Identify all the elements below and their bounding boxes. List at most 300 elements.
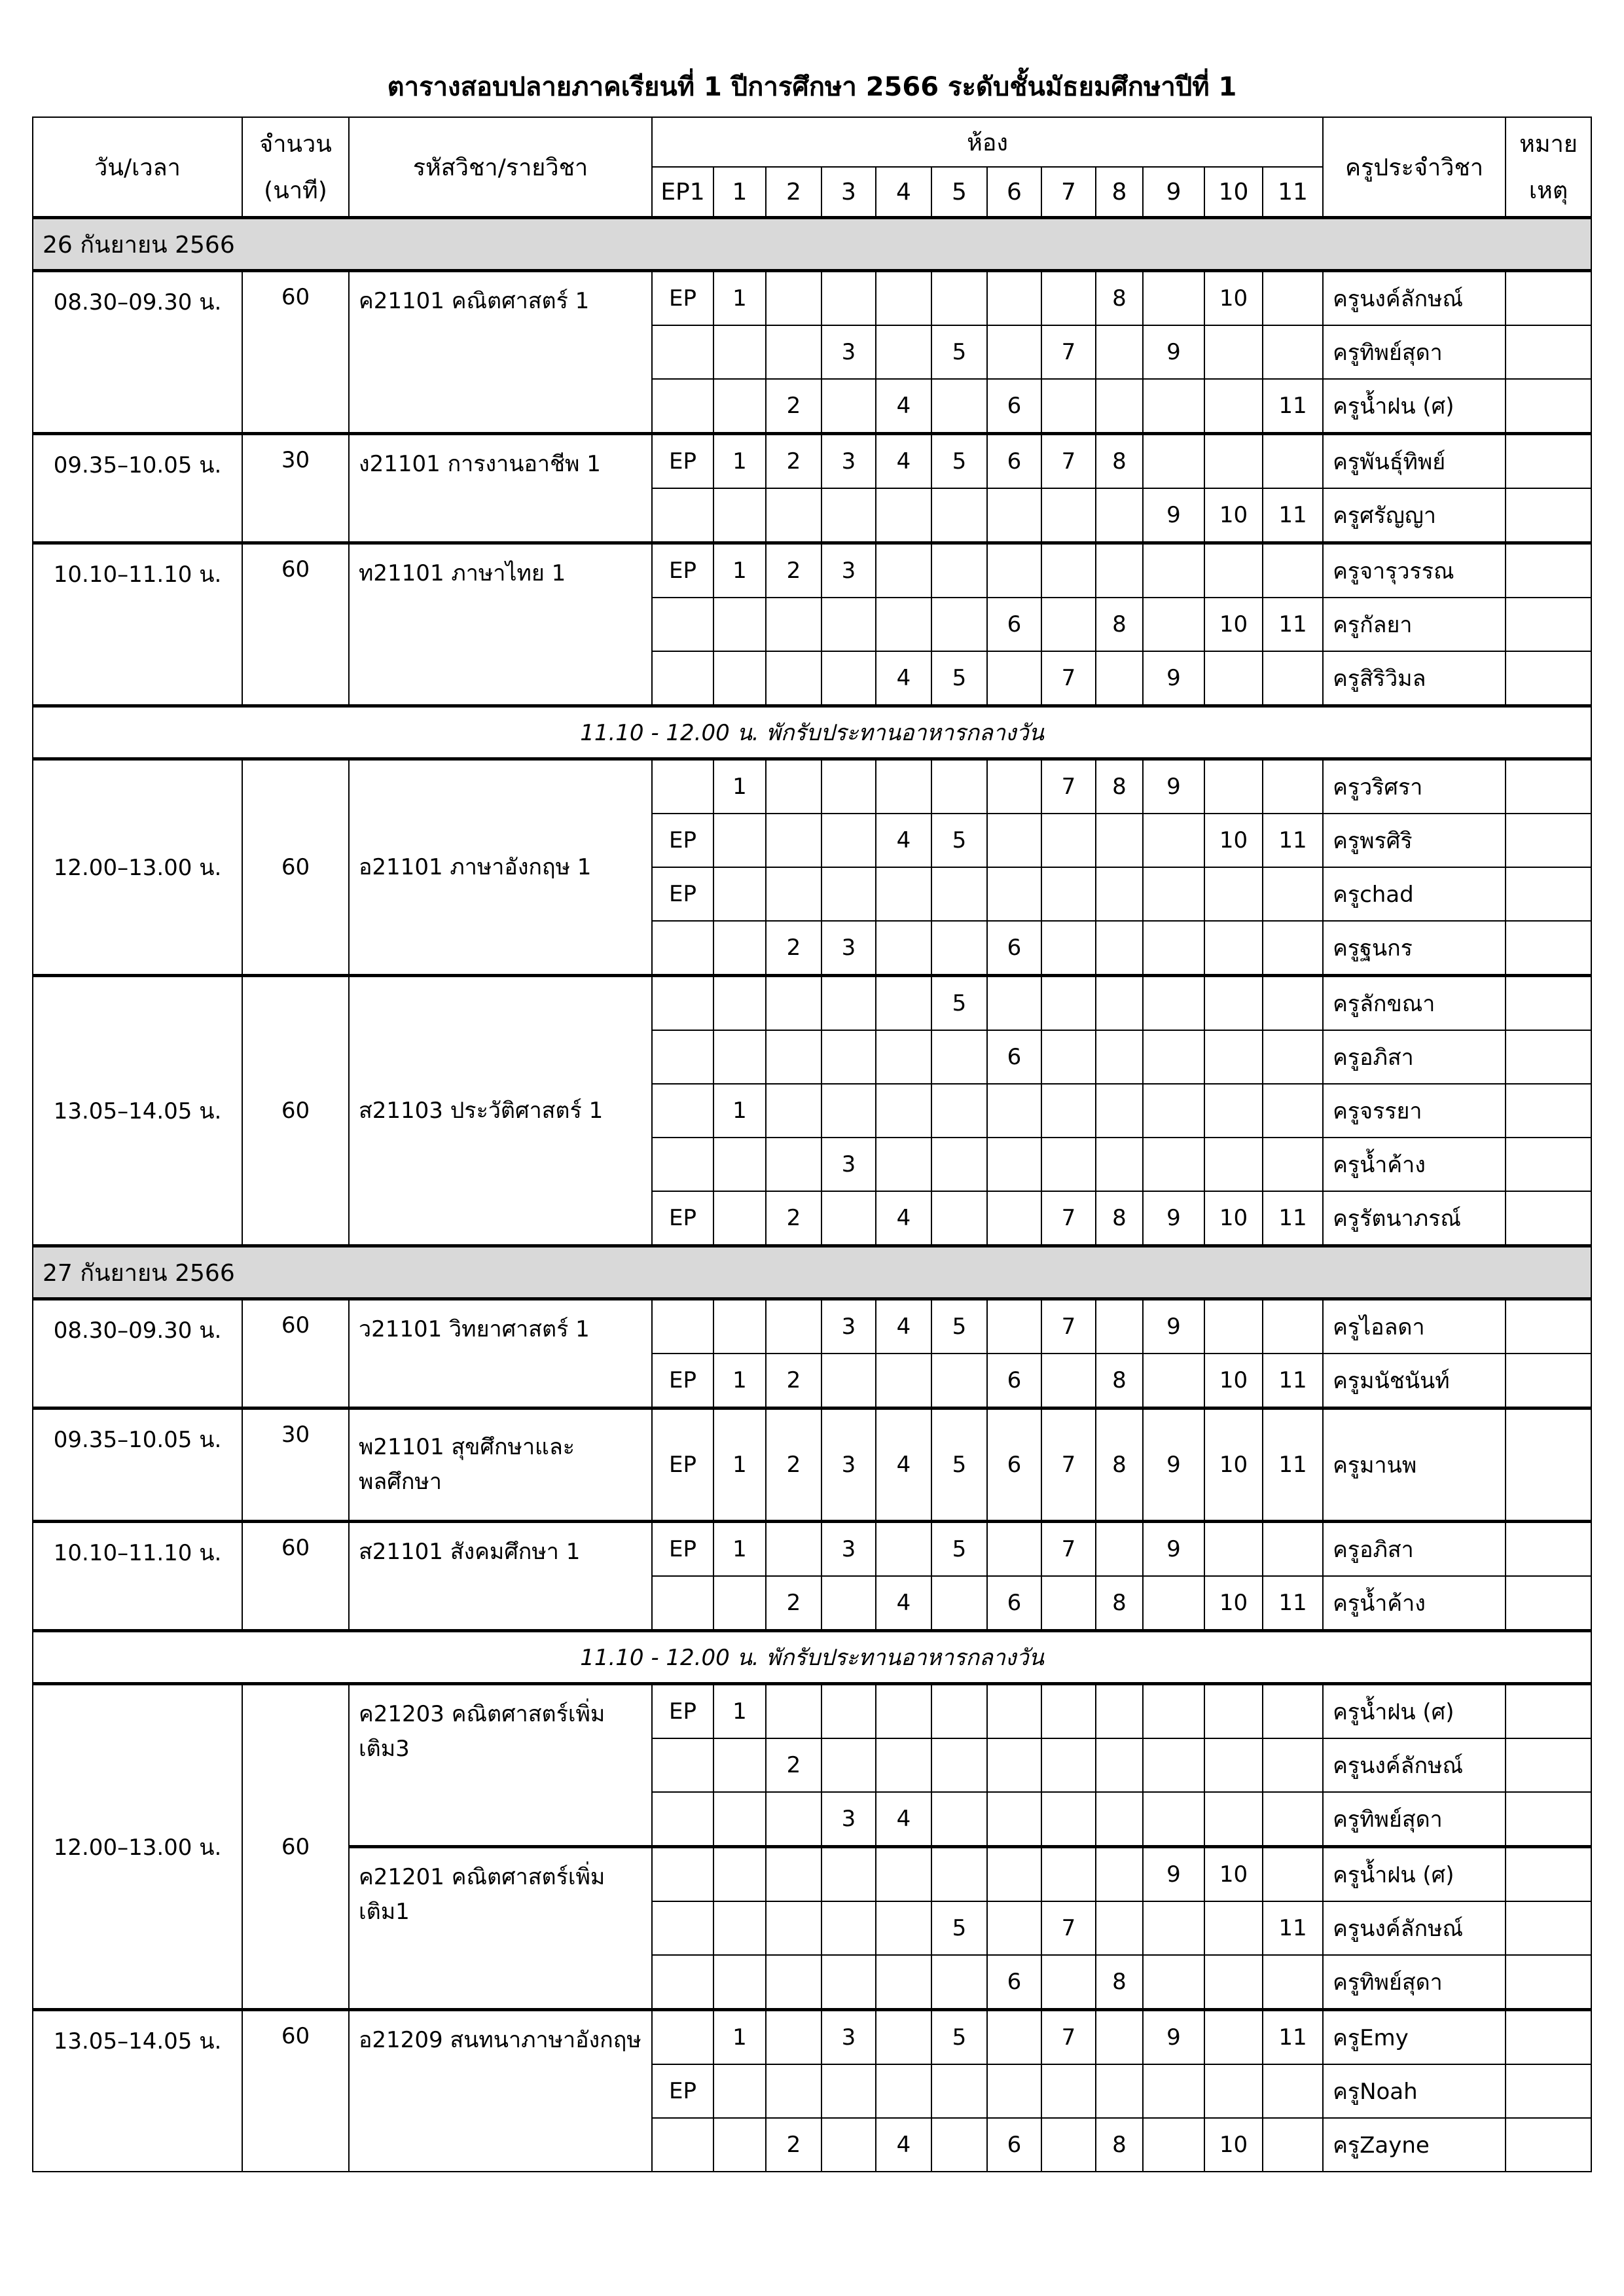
room-cell-ep1: EP: [652, 1408, 713, 1522]
room-cell-10: [1204, 759, 1263, 814]
teacher-name: ครูรัตนาภรณ์: [1323, 1191, 1506, 1246]
subject-name: ค21101 คณิตศาสตร์ 1: [349, 271, 652, 434]
room-cell-4: [876, 1030, 931, 1084]
exam-time: 08.30–09.30 น.: [33, 1299, 242, 1408]
room-cell-6: [987, 1847, 1041, 1902]
room-cell-ep1: [652, 488, 713, 543]
room-cell-2: [766, 2010, 821, 2065]
exam-duration: 60: [242, 1684, 349, 2010]
room-cell-5: [931, 1354, 987, 1408]
room-cell-6: [987, 1191, 1041, 1246]
remark-cell: [1506, 325, 1591, 379]
room-cell-8: [1096, 1901, 1143, 1955]
room-cell-8: 8: [1096, 759, 1143, 814]
room-cell-8: 8: [1096, 1191, 1143, 1246]
remark-cell: [1506, 1522, 1591, 1577]
room-cell-6: 6: [987, 434, 1041, 489]
subject-name: ง21101 การงานอาชีพ 1: [349, 434, 652, 543]
subject-name: อ21209 สนทนาภาษาอังกฤษ: [349, 2010, 652, 2172]
room-cell-1: 1: [713, 543, 766, 598]
room-cell-4: [876, 759, 931, 814]
room-cell-7: [1041, 2118, 1096, 2172]
room-cell-2: [766, 1522, 821, 1577]
room-cell-4: [876, 1901, 931, 1955]
room-cell-3: [821, 488, 876, 543]
room-cell-6: [987, 1299, 1041, 1354]
lunch-break-text: 11.10 - 12.00 น. พักรับประทานอาหารกลางวัน: [33, 706, 1591, 759]
room-cell-7: [1041, 379, 1096, 434]
exam-duration: 30: [242, 434, 349, 543]
room-cell-3: [821, 379, 876, 434]
room-cell-3: [821, 2118, 876, 2172]
room-cell-ep1: [652, 1576, 713, 1631]
room-cell-11: 11: [1263, 1901, 1323, 1955]
subject-name: พ21101 สุขศึกษาและพลศึกษา: [349, 1408, 652, 1522]
room-cell-10: [1204, 2064, 1263, 2118]
lunch-break-row: [33, 1631, 1591, 1684]
room-cell-3: [821, 1191, 876, 1246]
room-cell-2: [766, 1901, 821, 1955]
remark-cell: [1506, 867, 1591, 921]
room-cell-7: [1041, 1030, 1096, 1084]
room-cell-10: 10: [1204, 814, 1263, 867]
room-cell-11: 11: [1263, 598, 1323, 651]
remark-cell: [1506, 976, 1591, 1031]
room-cell-10: 10: [1204, 1408, 1263, 1522]
room-cell-ep1: [652, 1847, 713, 1902]
room-cell-6: [987, 867, 1041, 921]
lunch-break-row: [33, 706, 1591, 759]
header-remark-line1: หมาย: [1519, 131, 1578, 158]
room-cell-10: [1204, 1792, 1263, 1847]
room-cell-10: 10: [1204, 598, 1263, 651]
room-cell-1: [713, 1901, 766, 1955]
header-room-7: 7: [1041, 167, 1096, 218]
room-cell-7: 7: [1041, 1522, 1096, 1577]
room-cell-4: [876, 488, 931, 543]
room-cell-3: [821, 1847, 876, 1902]
remark-cell: [1506, 1191, 1591, 1246]
room-cell-3: [821, 1084, 876, 1138]
remark-cell: [1506, 1792, 1591, 1847]
room-cell-7: 7: [1041, 651, 1096, 706]
room-cell-3: [821, 1030, 876, 1084]
room-cell-5: [931, 2064, 987, 2118]
room-cell-5: [931, 1138, 987, 1191]
room-cell-7: [1041, 1684, 1096, 1739]
room-cell-11: 11: [1263, 1576, 1323, 1631]
exam-time: 12.00–13.00 น.: [33, 1684, 242, 2010]
room-cell-2: 2: [766, 434, 821, 489]
header-duration-line1: จำนวน: [259, 131, 332, 158]
room-cell-6: [987, 271, 1041, 326]
room-cell-ep1: [652, 1084, 713, 1138]
room-cell-3: [821, 1576, 876, 1631]
room-cell-11: 11: [1263, 2010, 1323, 2065]
room-cell-2: 2: [766, 1738, 821, 1792]
room-cell-7: [1041, 1084, 1096, 1138]
room-cell-10: [1204, 1955, 1263, 2010]
exam-duration: 60: [242, 543, 349, 706]
room-cell-9: [1143, 1138, 1204, 1191]
room-cell-7: [1041, 976, 1096, 1031]
teacher-name: ครูนงค์ลักษณ์: [1323, 271, 1506, 326]
room-cell-6: [987, 1138, 1041, 1191]
room-cell-5: [931, 2118, 987, 2172]
room-cell-2: [766, 271, 821, 326]
room-cell-10: [1204, 1684, 1263, 1739]
room-cell-6: 6: [987, 1408, 1041, 1522]
teacher-name: ครูอภิสา: [1323, 1030, 1506, 1084]
room-cell-4: 4: [876, 1792, 931, 1847]
room-cell-1: 1: [713, 2010, 766, 2065]
room-cell-2: [766, 651, 821, 706]
room-cell-5: 5: [931, 1522, 987, 1577]
room-cell-8: [1096, 325, 1143, 379]
room-cell-6: [987, 1792, 1041, 1847]
room-cell-3: 3: [821, 434, 876, 489]
room-cell-8: [1096, 1792, 1143, 1847]
room-cell-11: [1263, 2118, 1323, 2172]
room-cell-ep1: EP: [652, 434, 713, 489]
room-cell-9: [1143, 1354, 1204, 1408]
room-cell-7: [1041, 814, 1096, 867]
teacher-name: ครูNoah: [1323, 2064, 1506, 2118]
teacher-name: ครูมานพ: [1323, 1408, 1506, 1522]
room-cell-ep1: EP: [652, 2064, 713, 2118]
room-cell-6: [987, 976, 1041, 1031]
room-cell-7: [1041, 1792, 1096, 1847]
room-cell-1: [713, 598, 766, 651]
room-cell-5: [931, 598, 987, 651]
room-cell-ep1: EP: [652, 1354, 713, 1408]
room-cell-9: [1143, 2118, 1204, 2172]
room-cell-4: [876, 1955, 931, 2010]
exam-duration: 30: [242, 1408, 349, 1522]
remark-cell: [1506, 271, 1591, 326]
room-cell-5: 5: [931, 1408, 987, 1522]
room-cell-7: 7: [1041, 2010, 1096, 2065]
room-cell-5: 5: [931, 325, 987, 379]
room-cell-5: [931, 867, 987, 921]
room-cell-10: 10: [1204, 488, 1263, 543]
room-cell-11: [1263, 1299, 1323, 1354]
room-cell-11: [1263, 867, 1323, 921]
subject-name: อ21101 ภาษาอังกฤษ 1: [349, 759, 652, 976]
room-cell-4: [876, 598, 931, 651]
room-cell-11: 11: [1263, 814, 1323, 867]
exam-time: 13.05–14.05 น.: [33, 2010, 242, 2172]
room-cell-6: [987, 814, 1041, 867]
room-cell-1: 1: [713, 1084, 766, 1138]
room-cell-5: [931, 1191, 987, 1246]
subject-name: ส21101 สังคมศึกษา 1: [349, 1522, 652, 1631]
room-cell-11: [1263, 271, 1323, 326]
room-cell-8: 8: [1096, 1354, 1143, 1408]
room-cell-9: [1143, 814, 1204, 867]
room-cell-2: [766, 1138, 821, 1191]
room-cell-ep1: [652, 1901, 713, 1955]
room-cell-10: [1204, 1030, 1263, 1084]
schedule-row: [33, 759, 1591, 814]
room-cell-1: [713, 1191, 766, 1246]
teacher-name: ครูพันธุ์ทิพย์: [1323, 434, 1506, 489]
room-cell-7: 7: [1041, 1299, 1096, 1354]
room-cell-1: [713, 867, 766, 921]
room-cell-6: 6: [987, 1576, 1041, 1631]
room-cell-ep1: EP: [652, 867, 713, 921]
room-cell-7: [1041, 271, 1096, 326]
header-row: [33, 117, 1591, 167]
room-cell-3: 3: [821, 1792, 876, 1847]
room-cell-10: [1204, 1522, 1263, 1577]
room-cell-3: 3: [821, 2010, 876, 2065]
remark-cell: [1506, 379, 1591, 434]
room-cell-10: [1204, 2010, 1263, 2065]
room-cell-ep1: [652, 1299, 713, 1354]
room-cell-4: 4: [876, 379, 931, 434]
room-cell-ep1: [652, 598, 713, 651]
room-cell-11: [1263, 759, 1323, 814]
header-room-6: 6: [987, 167, 1041, 218]
room-cell-1: 1: [713, 1354, 766, 1408]
room-cell-5: 5: [931, 2010, 987, 2065]
room-cell-9: 9: [1143, 1408, 1204, 1522]
room-cell-9: [1143, 434, 1204, 489]
room-cell-2: [766, 1847, 821, 1902]
room-cell-11: [1263, 1084, 1323, 1138]
room-cell-5: [931, 488, 987, 543]
exam-duration: 60: [242, 759, 349, 976]
room-cell-3: [821, 976, 876, 1031]
room-cell-7: [1041, 1354, 1096, 1408]
room-cell-6: 6: [987, 921, 1041, 976]
schedule-row: [33, 543, 1591, 598]
header-room-ep1: EP1: [652, 167, 713, 218]
exam-time: 13.05–14.05 น.: [33, 976, 242, 1246]
room-cell-3: 3: [821, 921, 876, 976]
room-cell-9: 9: [1143, 1847, 1204, 1902]
room-cell-8: 8: [1096, 1408, 1143, 1522]
room-cell-4: 4: [876, 1299, 931, 1354]
exam-time: 10.10–11.10 น.: [33, 1522, 242, 1631]
exam-duration: 60: [242, 1522, 349, 1631]
header-rooms: ห้อง: [652, 117, 1323, 167]
room-cell-9: [1143, 598, 1204, 651]
room-cell-1: [713, 921, 766, 976]
teacher-name: ครูอภิสา: [1323, 1522, 1506, 1577]
room-cell-ep1: [652, 921, 713, 976]
room-cell-9: 9: [1143, 325, 1204, 379]
room-cell-7: [1041, 1955, 1096, 2010]
room-cell-8: [1096, 2064, 1143, 2118]
room-cell-7: 7: [1041, 434, 1096, 489]
exam-time: 09.35–10.05 น.: [33, 1408, 242, 1522]
room-cell-2: [766, 1299, 821, 1354]
room-cell-3: 3: [821, 1408, 876, 1522]
room-cell-10: [1204, 921, 1263, 976]
room-cell-2: [766, 814, 821, 867]
teacher-name: ครูสิริวิมล: [1323, 651, 1506, 706]
teacher-name: ครูทิพย์สุดา: [1323, 325, 1506, 379]
room-cell-10: [1204, 434, 1263, 489]
room-cell-8: [1096, 921, 1143, 976]
teacher-name: ครูEmy: [1323, 2010, 1506, 2065]
room-cell-11: 11: [1263, 1408, 1323, 1522]
room-cell-11: [1263, 1684, 1323, 1739]
teacher-name: ครูchad: [1323, 867, 1506, 921]
room-cell-3: [821, 598, 876, 651]
room-cell-10: 10: [1204, 271, 1263, 326]
exam-duration: 60: [242, 2010, 349, 2172]
room-cell-1: [713, 814, 766, 867]
room-cell-ep1: EP: [652, 543, 713, 598]
room-cell-1: [713, 488, 766, 543]
room-cell-5: [931, 1576, 987, 1631]
room-cell-6: [987, 2010, 1041, 2065]
remark-cell: [1506, 1955, 1591, 2010]
room-cell-10: 10: [1204, 1576, 1263, 1631]
room-cell-4: 4: [876, 814, 931, 867]
exam-time: 12.00–13.00 น.: [33, 759, 242, 976]
room-cell-8: [1096, 1030, 1143, 1084]
room-cell-3: [821, 1901, 876, 1955]
day-date: 26 กันยายน 2566: [33, 218, 1591, 271]
room-cell-6: 6: [987, 598, 1041, 651]
teacher-name: ครูนงค์ลักษณ์: [1323, 1738, 1506, 1792]
teacher-name: ครูZayne: [1323, 2118, 1506, 2172]
remark-cell: [1506, 759, 1591, 814]
room-cell-9: 9: [1143, 651, 1204, 706]
header-room-5: 5: [931, 167, 987, 218]
room-cell-2: 2: [766, 1354, 821, 1408]
teacher-name: ครูมนัชนันท์: [1323, 1354, 1506, 1408]
room-cell-8: [1096, 1738, 1143, 1792]
room-cell-9: 9: [1143, 1522, 1204, 1577]
room-cell-2: [766, 325, 821, 379]
room-cell-1: [713, 1847, 766, 1902]
room-cell-3: 3: [821, 1522, 876, 1577]
room-cell-4: [876, 1847, 931, 1902]
remark-cell: [1506, 1684, 1591, 1739]
room-cell-10: [1204, 1901, 1263, 1955]
room-cell-8: [1096, 2010, 1143, 2065]
room-cell-ep1: EP: [652, 271, 713, 326]
room-cell-3: [821, 1738, 876, 1792]
room-cell-5: [931, 1084, 987, 1138]
room-cell-11: [1263, 1138, 1323, 1191]
room-cell-2: [766, 1792, 821, 1847]
room-cell-2: [766, 1684, 821, 1739]
room-cell-4: [876, 2064, 931, 2118]
day-header-row: [33, 218, 1591, 271]
room-cell-6: [987, 651, 1041, 706]
teacher-name: ครูนงค์ลักษณ์: [1323, 1901, 1506, 1955]
room-cell-2: [766, 759, 821, 814]
subject-name: ว21101 วิทยาศาสตร์ 1: [349, 1299, 652, 1408]
room-cell-5: [931, 759, 987, 814]
room-cell-2: [766, 1084, 821, 1138]
teacher-name: ครูจรรยา: [1323, 1084, 1506, 1138]
room-cell-10: [1204, 1299, 1263, 1354]
remark-cell: [1506, 434, 1591, 489]
room-cell-1: 1: [713, 1684, 766, 1739]
teacher-name: ครูทิพย์สุดา: [1323, 1792, 1506, 1847]
remark-cell: [1506, 1847, 1591, 1902]
room-cell-10: [1204, 543, 1263, 598]
room-cell-1: 1: [713, 1522, 766, 1577]
room-cell-6: 6: [987, 1955, 1041, 2010]
room-cell-5: [931, 1792, 987, 1847]
remark-cell: [1506, 1084, 1591, 1138]
exam-schedule-table: [32, 117, 1592, 2172]
room-cell-11: [1263, 434, 1323, 489]
room-cell-ep1: [652, 1955, 713, 2010]
room-cell-4: [876, 271, 931, 326]
room-cell-10: 10: [1204, 1191, 1263, 1246]
room-cell-1: [713, 1576, 766, 1631]
room-cell-2: [766, 1030, 821, 1084]
remark-cell: [1506, 1576, 1591, 1631]
header-room-2: 2: [766, 167, 821, 218]
header-room-3: 3: [821, 167, 876, 218]
remark-cell: [1506, 814, 1591, 867]
room-cell-9: 9: [1143, 2010, 1204, 2065]
room-cell-2: 2: [766, 1576, 821, 1631]
room-cell-3: [821, 2064, 876, 2118]
remark-cell: [1506, 1901, 1591, 1955]
room-cell-1: [713, 379, 766, 434]
room-cell-10: [1204, 651, 1263, 706]
room-cell-9: [1143, 1901, 1204, 1955]
room-cell-4: [876, 1684, 931, 1739]
room-cell-9: [1143, 921, 1204, 976]
room-cell-8: [1096, 1522, 1143, 1577]
room-cell-5: [931, 1847, 987, 1902]
room-cell-1: [713, 1738, 766, 1792]
remark-cell: [1506, 543, 1591, 598]
room-cell-6: 6: [987, 1354, 1041, 1408]
header-room-11: 11: [1263, 167, 1323, 218]
room-cell-7: [1041, 1138, 1096, 1191]
room-cell-5: [931, 543, 987, 598]
room-cell-5: [931, 379, 987, 434]
exam-time: 09.35–10.05 น.: [33, 434, 242, 543]
room-cell-ep1: [652, 1792, 713, 1847]
room-cell-ep1: [652, 759, 713, 814]
room-cell-8: [1096, 867, 1143, 921]
room-cell-11: [1263, 1522, 1323, 1577]
teacher-name: ครูกัลยา: [1323, 598, 1506, 651]
room-cell-9: [1143, 867, 1204, 921]
room-cell-9: [1143, 2064, 1204, 2118]
room-cell-ep1: [652, 1138, 713, 1191]
room-cell-11: [1263, 543, 1323, 598]
remark-cell: [1506, 2064, 1591, 2118]
room-cell-10: [1204, 379, 1263, 434]
room-cell-5: 5: [931, 1299, 987, 1354]
room-cell-11: [1263, 1955, 1323, 2010]
room-cell-11: [1263, 2064, 1323, 2118]
remark-cell: [1506, 1354, 1591, 1408]
room-cell-6: [987, 1522, 1041, 1577]
room-cell-10: [1204, 867, 1263, 921]
teacher-name: ครูจารุวรรณ: [1323, 543, 1506, 598]
room-cell-8: [1096, 488, 1143, 543]
header-room-1: 1: [713, 167, 766, 218]
day-header-row: [33, 1246, 1591, 1299]
room-cell-ep1: [652, 651, 713, 706]
